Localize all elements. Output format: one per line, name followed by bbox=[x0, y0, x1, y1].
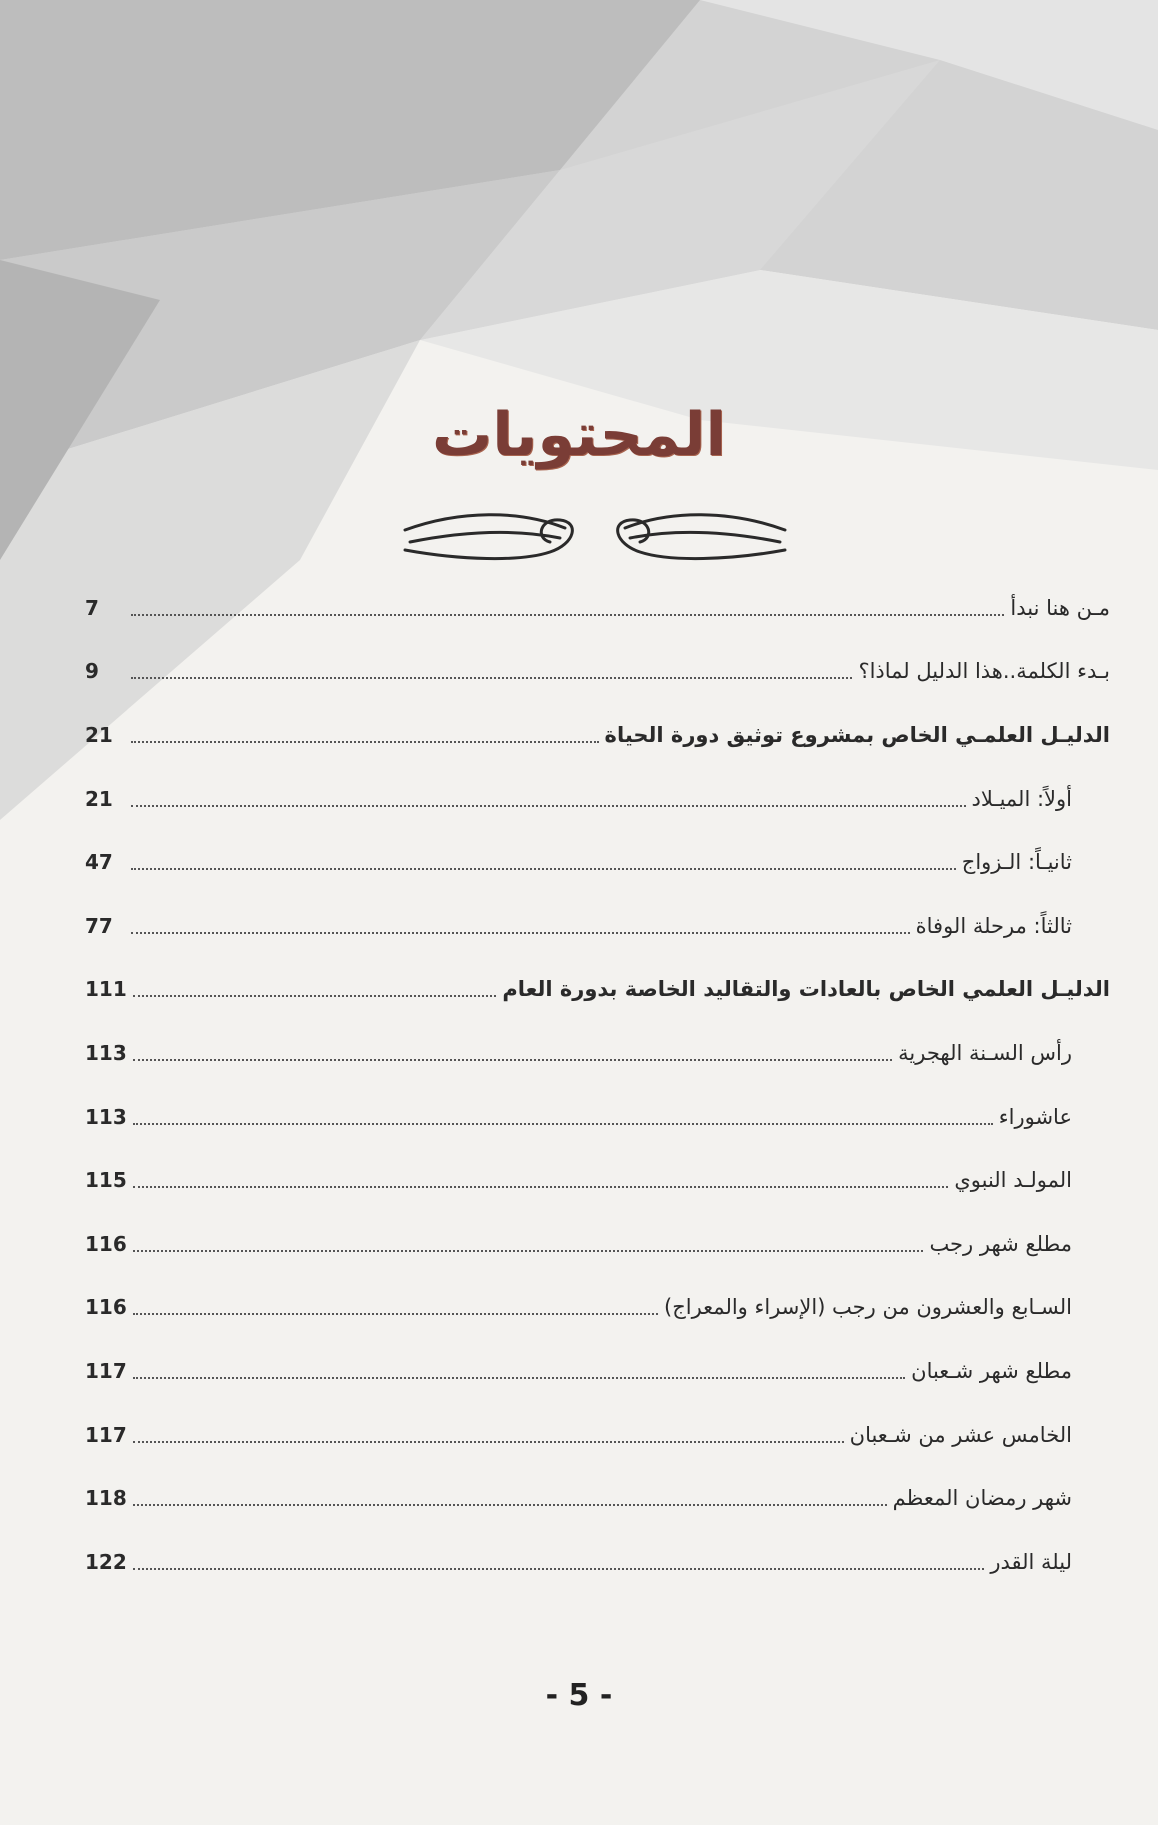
toc-entry[interactable] bbox=[85, 958, 1110, 1022]
toc-entry-page-number: 111 bbox=[85, 977, 127, 1002]
toc-entry-page-number: 47 bbox=[85, 850, 113, 875]
toc-entry-title: ثالثاً: مرحلة الوفاة bbox=[915, 913, 1072, 938]
toc-leader-dots bbox=[133, 1045, 892, 1061]
toc-leader-dots bbox=[133, 1299, 658, 1315]
toc-entry-page-number: 116 bbox=[85, 1295, 127, 1320]
toc-entry-title: السـابع والعشرون من رجب (الإسراء والمعراج) bbox=[664, 1295, 1072, 1320]
toc-entry-page-number: 115 bbox=[85, 1168, 127, 1193]
toc-leader-dots bbox=[133, 1109, 993, 1125]
toc-entry-title: أولاً: الميـلاد bbox=[971, 786, 1072, 811]
toc-entry-title: ثانيـاً: الـزواج bbox=[961, 850, 1072, 875]
toc-leader-dots bbox=[133, 1490, 887, 1506]
toc-entry[interactable] bbox=[85, 830, 1110, 894]
toc-entry[interactable] bbox=[85, 1466, 1110, 1530]
page-number: - 5 - bbox=[545, 1678, 613, 1713]
toc-entry-page-number: 117 bbox=[85, 1358, 127, 1383]
toc-leader-dots bbox=[131, 600, 1004, 616]
toc-leader-dots bbox=[133, 1363, 905, 1379]
toc-entry[interactable] bbox=[85, 1530, 1110, 1594]
toc-entry-page-number: 7 bbox=[85, 595, 99, 620]
toc-entry[interactable] bbox=[85, 1339, 1110, 1403]
toc-entry[interactable] bbox=[85, 767, 1110, 831]
toc-leader-dots bbox=[133, 981, 497, 997]
toc-leader-dots bbox=[131, 918, 910, 934]
toc-leader-dots bbox=[131, 791, 966, 807]
toc-entry-title: الدليـل العلمي الخاص بالعادات والتقاليد الخاصة بدورة العام bbox=[502, 977, 1110, 1002]
toc-entry[interactable] bbox=[85, 640, 1110, 704]
toc-entry-page-number: 118 bbox=[85, 1486, 127, 1511]
toc-entry-page-number: 122 bbox=[85, 1549, 127, 1574]
decorative-flourish-icon bbox=[400, 500, 790, 570]
toc-entry[interactable] bbox=[85, 1403, 1110, 1467]
toc-entry-page-number: 113 bbox=[85, 1104, 127, 1129]
toc-leader-dots bbox=[133, 1172, 949, 1188]
toc-entry-page-number: 77 bbox=[85, 913, 113, 938]
toc-entry-title: الدليـل العلمـي الخاص بمشروع توثيق دورة الحياة bbox=[604, 722, 1110, 747]
toc-entry[interactable] bbox=[85, 1212, 1110, 1276]
toc-entry[interactable] bbox=[85, 894, 1110, 958]
toc-leader-dots bbox=[131, 663, 852, 679]
toc-entry-title: رأس السـنة الهجرية bbox=[898, 1040, 1072, 1065]
toc-leader-dots bbox=[131, 727, 599, 743]
toc-entry-page-number: 21 bbox=[85, 722, 113, 747]
toc-leader-dots bbox=[133, 1236, 924, 1252]
toc-entry-title: مـن هنا نبدأ bbox=[1010, 595, 1110, 620]
table-of-contents bbox=[85, 576, 1110, 1594]
toc-entry[interactable] bbox=[85, 1148, 1110, 1212]
toc-entry-page-number: 113 bbox=[85, 1040, 127, 1065]
toc-entry-title: بـدء الكلمة..هذا الدليل لماذا؟ bbox=[858, 659, 1110, 684]
toc-entry-title: المولـد النبوي bbox=[954, 1168, 1072, 1193]
toc-entry-title: ليلة القدر bbox=[990, 1549, 1072, 1574]
toc-entry-title: عاشوراء bbox=[998, 1104, 1072, 1129]
toc-entry-page-number: 117 bbox=[85, 1422, 127, 1447]
toc-entry-title: مطلع شهر رجب bbox=[929, 1231, 1072, 1256]
toc-entry-page-number: 9 bbox=[85, 659, 99, 684]
toc-entry[interactable] bbox=[85, 576, 1110, 640]
toc-leader-dots bbox=[131, 854, 956, 870]
toc-entry-title: مطلع شهر شـعبان bbox=[911, 1358, 1072, 1383]
toc-entry[interactable] bbox=[85, 1021, 1110, 1085]
toc-leader-dots bbox=[133, 1427, 844, 1443]
toc-entry-title: شهر رمضان المعظم bbox=[892, 1486, 1072, 1511]
toc-entry[interactable] bbox=[85, 703, 1110, 767]
toc-leader-dots bbox=[133, 1554, 985, 1570]
toc-entry[interactable] bbox=[85, 1276, 1110, 1340]
toc-entry-page-number: 21 bbox=[85, 786, 113, 811]
toc-entry-page-number: 116 bbox=[85, 1231, 127, 1256]
toc-entry-title: الخامس عشر من شـعبان bbox=[849, 1422, 1072, 1447]
page-title: المحتويات bbox=[431, 400, 727, 470]
toc-entry[interactable] bbox=[85, 1085, 1110, 1149]
